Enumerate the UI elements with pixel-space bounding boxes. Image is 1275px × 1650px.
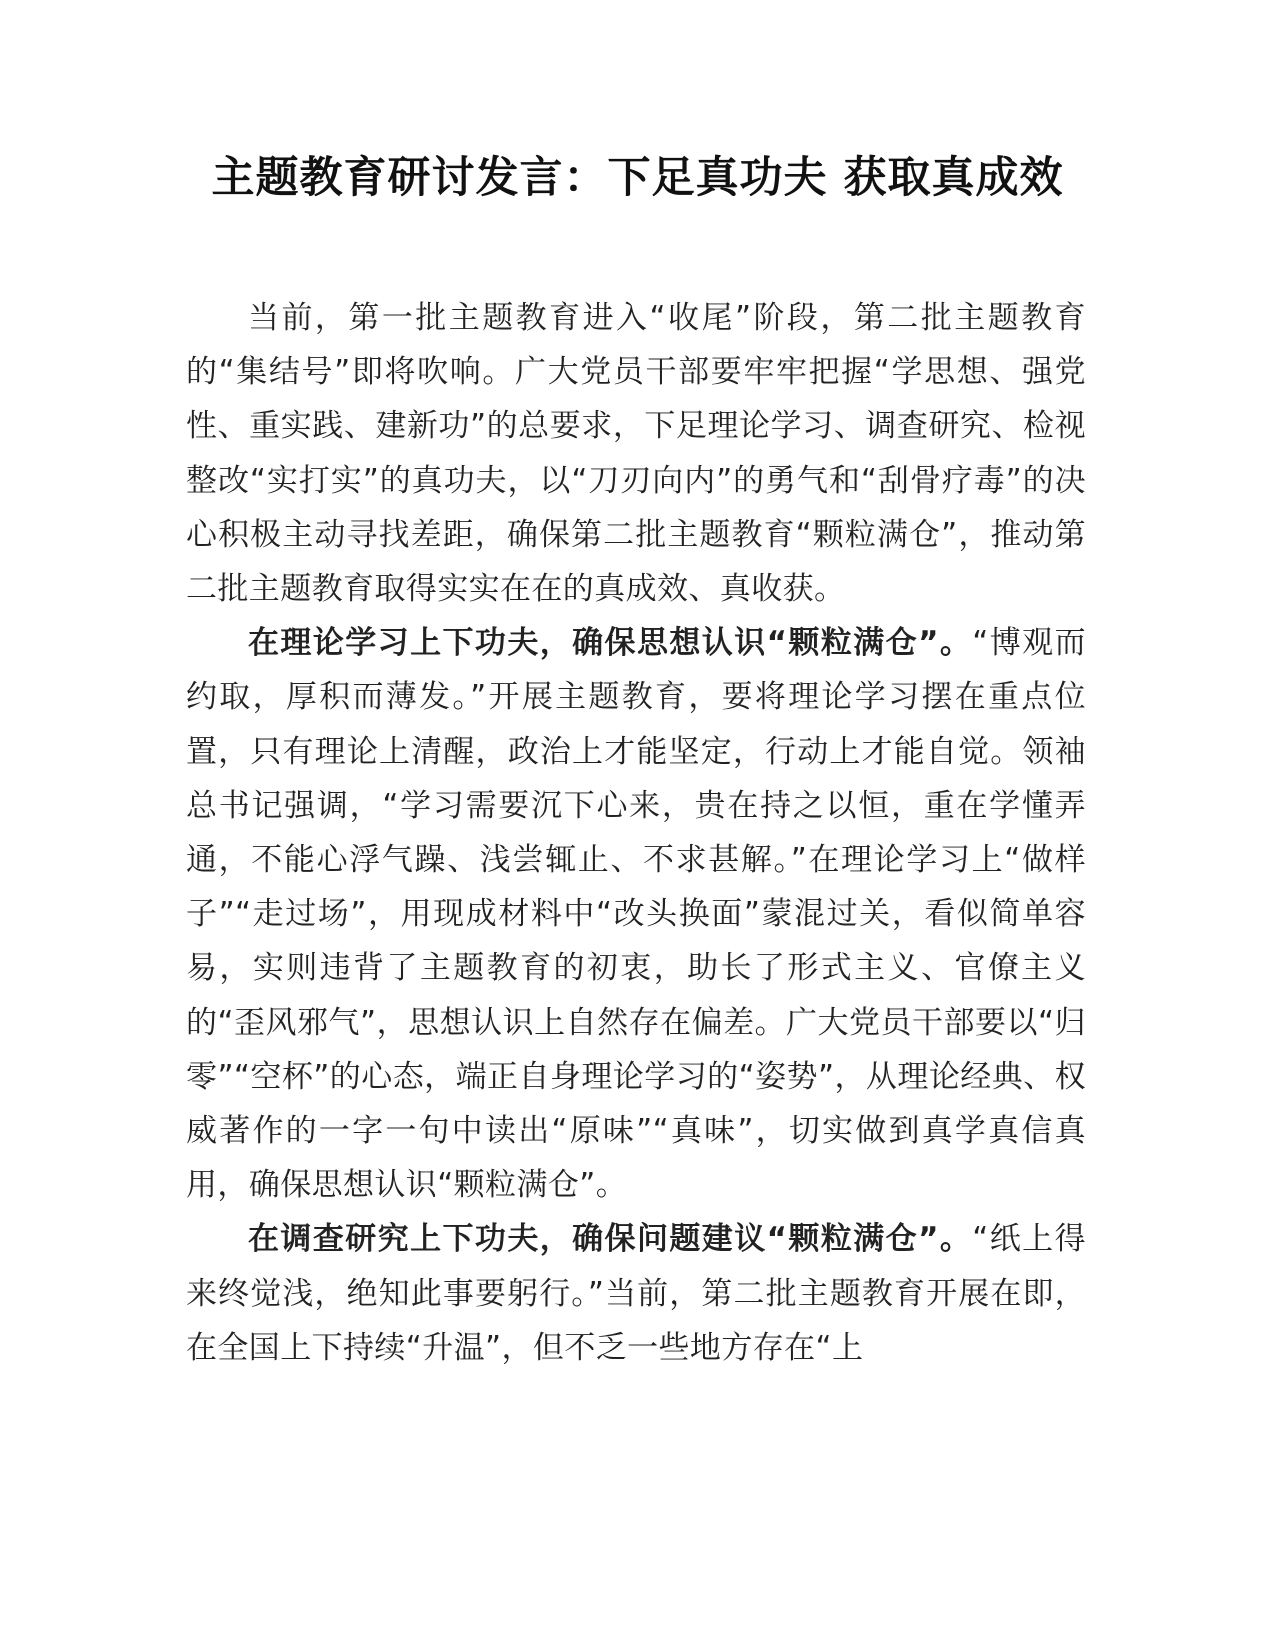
paragraph-theory-study: [186, 616, 1086, 1212]
paragraph-investigation-text: “纸上得来终觉浅，绝知此事要躬行。”当前，第二批主题教育开展在即，在全国上下持续“升温”，但不乏一些地方存在“上: [186, 1221, 1086, 1366]
paragraph-investigation: [186, 1212, 1086, 1375]
paragraph-investigation-heading: 在调查研究上下功夫，确保问题建议“颗粒满仓”。: [248, 1221, 973, 1258]
paragraph-theory-study-text: “博观而约取，厚积而薄发。”开展主题教育，要将理论学习摆在重点位置，只有理论上清醒，政治上才能坚定，行动上才能自觉。领袖总书记强调，“学习需要沉下心来，贵在持之以恒，重在学懂弄通，不能心浮气躁、浅尝辄止、不求甚解。”在理论学习上“做样子”“走过场”，用现成材料中“改头换面”蒙混过关，看似简单容易，实则违背了主题教育的初衷，助长了形式主义、官僚主义的“歪风邪气”，思想认识上自然存在偏差。广大党员干部要以“归零”“空杯”的心态，端正自身理论学习的“姿势”，从理论经典、权威著作的一字一句中读出“原味”“真味”，切实做到真学真信真用，确保思想认识“颗粒满仓”。: [186, 625, 1086, 1204]
paragraph-theory-study-heading: 在理论学习上下功夫，确保思想认识“颗粒满仓”。: [248, 625, 973, 662]
document-title: 主题教育研讨发言：下足真功夫 获取真成效: [211, 153, 1064, 203]
document-body: [186, 291, 1086, 1375]
paragraph-intro-text: 当前，第一批主题教育进入“收尾”阶段，第二批主题教育的“集结号”即将吹响。广大党员干部要牢牢把握“学思想、强党性、重实践、建新功”的总要求，下足理论学习、调查研究、检视整改“实打实”的真功夫，以“刀刃向内”的勇气和“刮骨疗毒”的决心积极主动寻找差距，确保第二批主题教育“颗粒满仓”，推动第二批主题教育取得实实在在的真成效、真收获。: [186, 300, 1086, 608]
paragraph-intro: [186, 291, 1086, 616]
